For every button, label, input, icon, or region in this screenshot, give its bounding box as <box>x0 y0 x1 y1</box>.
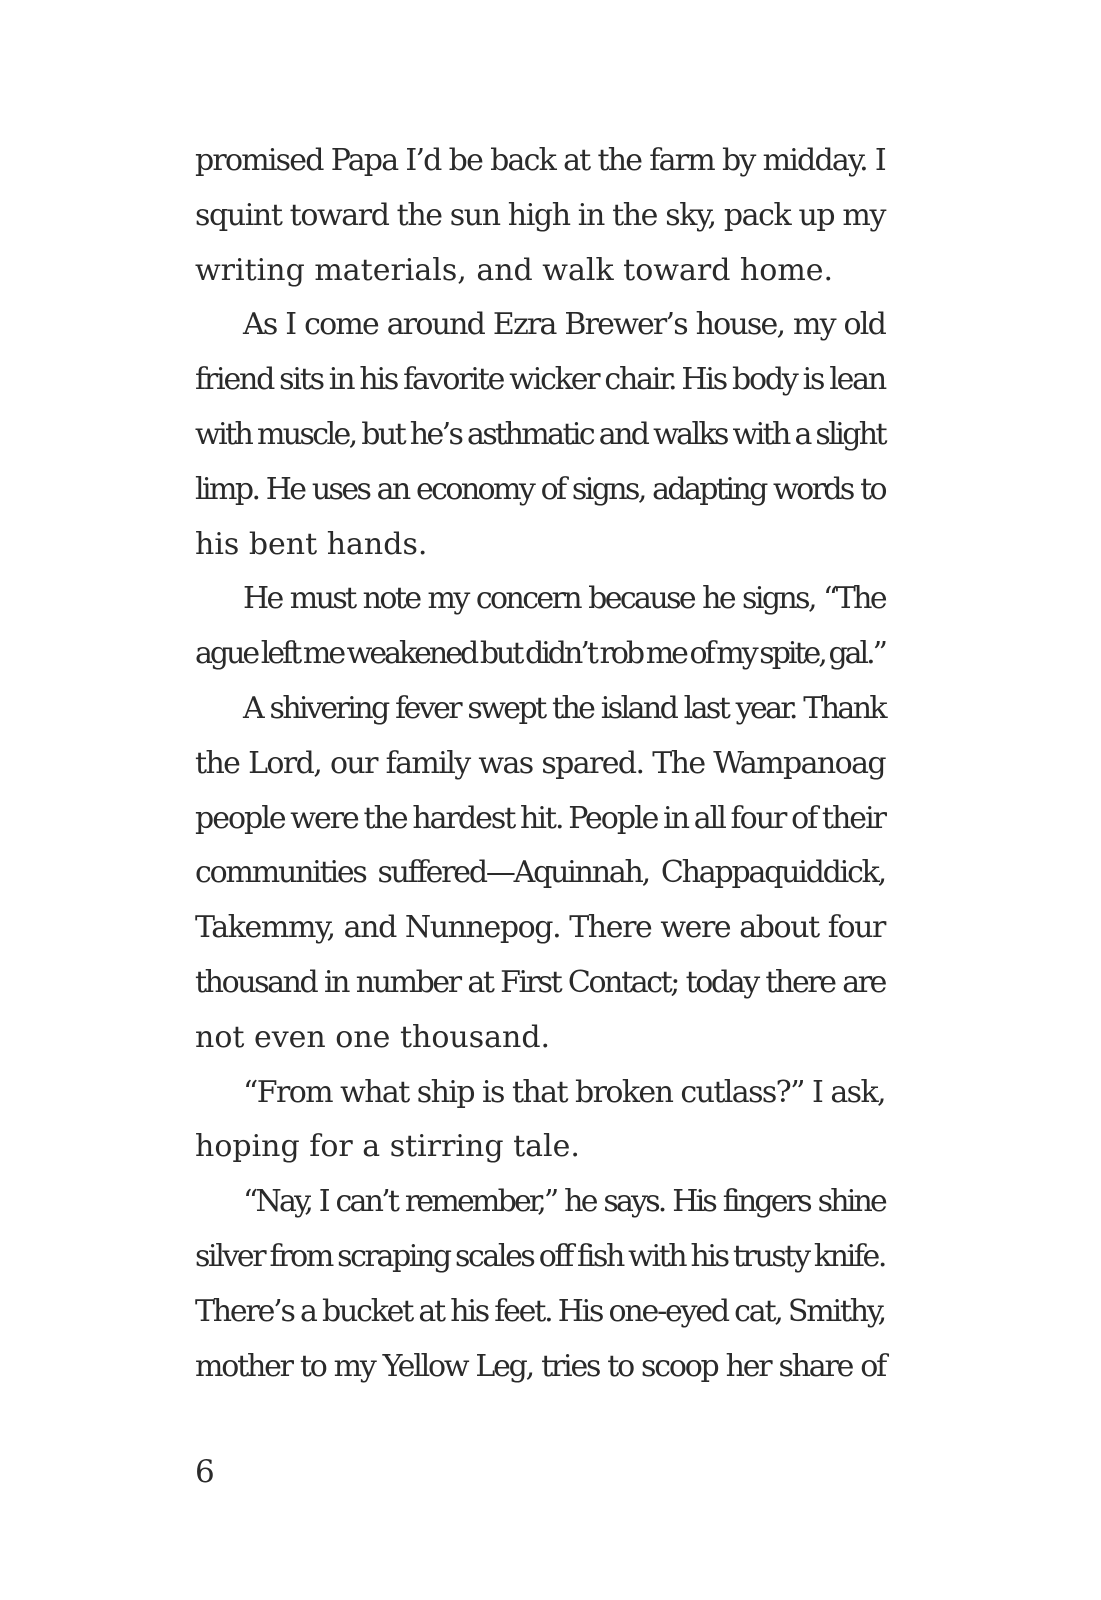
text-line: friend sits in his favorite wicker chair. His body is lean <box>195 362 885 398</box>
text-line: hoping for a stirring tale. <box>195 1129 580 1165</box>
text-line: his bent hands. <box>195 526 428 562</box>
text-line: the Lord, our family was spared. The Wampanoag <box>195 745 885 781</box>
text-line: not even one thousand. <box>195 1019 551 1055</box>
text-line: writing materials, and walk toward home. <box>195 252 834 288</box>
text-line: Takemmy, and Nunnepog. There were about four <box>195 910 885 946</box>
text-line: with muscle, but he’s asthmatic and walks with a slight <box>195 416 885 452</box>
text-line: There’s a bucket at his feet. His one-eyed cat, Smithy, <box>195 1293 885 1329</box>
text-line: “Nay, I can’t remember,” he says. His fingers shine <box>243 1184 885 1220</box>
text-line: ague left me weakened but didn’t rob me of my spite, gal.” <box>195 636 885 672</box>
text-line: people were the hardest hit. People in all four of their <box>195 800 885 836</box>
page-number: 6 <box>195 1454 215 1490</box>
text-line: He must note my concern because he signs, “The <box>243 581 885 617</box>
text-line: “From what ship is that broken cutlass?” I ask, <box>243 1074 885 1110</box>
text-line: thousand in number at First Contact; today there are <box>195 964 885 1000</box>
body-text <box>195 134 885 1394</box>
text-line: squint toward the sun high in the sky, pack up my <box>195 197 885 233</box>
text-line: limp. He uses an economy of signs, adapting words to <box>195 471 885 507</box>
text-line: As I come around Ezra Brewer’s house, my old <box>243 307 885 343</box>
text-line: promised Papa I’d be back at the farm by midday. I <box>195 143 885 178</box>
text-line: silver from scraping scales off fish with his trusty knife. <box>195 1238 885 1274</box>
text-line: communities suffered—Aquinnah, Chappaquiddick, <box>195 855 885 891</box>
text-line: mother to my Yellow Leg, tries to scoop her share of <box>195 1348 885 1384</box>
text-line: A shivering fever swept the island last year. Thank <box>243 690 885 726</box>
